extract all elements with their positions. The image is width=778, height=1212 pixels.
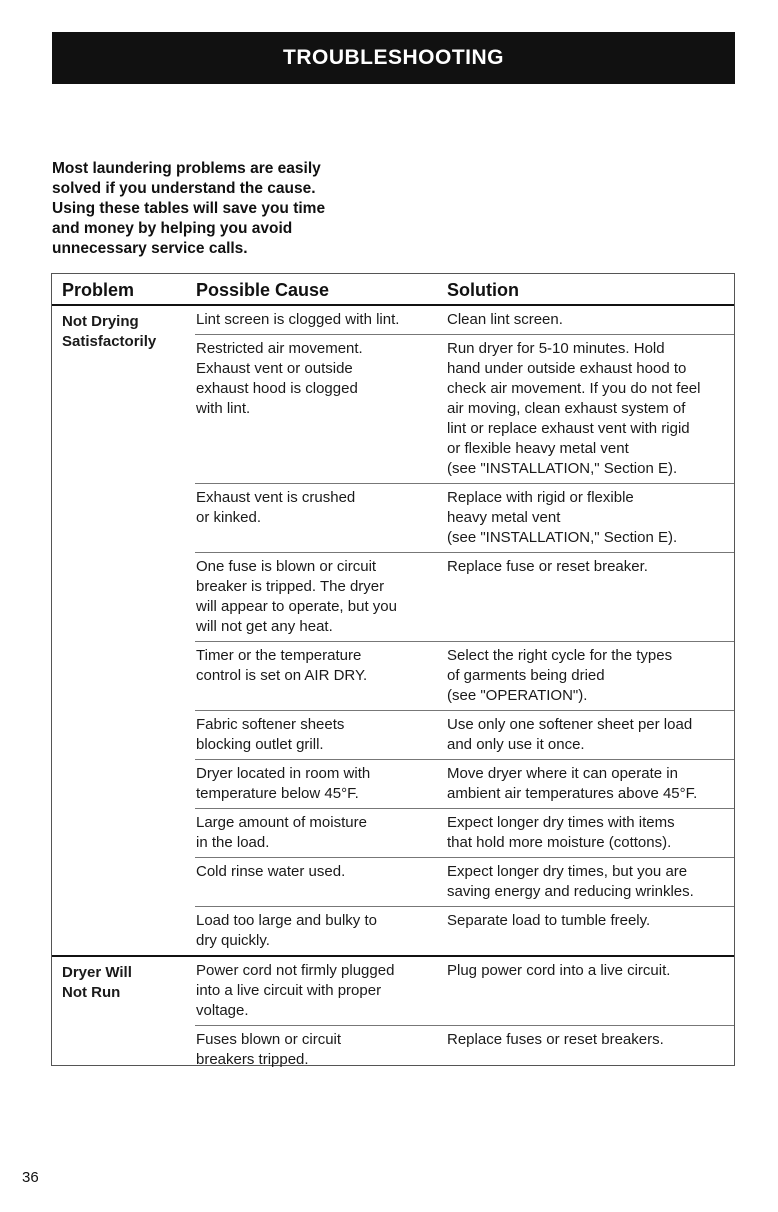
- solution-cell: Expect longer dry times with items that hold more moisture (cottons).: [446, 809, 734, 858]
- cause-cell: Exhaust vent is crushed or kinked.: [195, 484, 446, 553]
- solution-cell: Separate load to tumble freely.: [446, 907, 734, 957]
- cause-cell: Fabric softener sheets blocking outlet grill.: [195, 711, 446, 760]
- problem-dryer-will-not-run: Dryer Will Not Run: [52, 956, 195, 1074]
- troubleshooting-table-container: [51, 273, 735, 1066]
- solution-cell: Replace fuses or reset breakers.: [446, 1026, 734, 1075]
- solution-cell: Replace with rigid or flexible heavy metal vent (see "INSTALLATION," Section E).: [446, 484, 734, 553]
- cause-cell: Restricted air movement. Exhaust vent or outside exhaust hood is clogged with lint.: [195, 335, 446, 484]
- solution-cell: Use only one softener sheet per load and only use it once.: [446, 711, 734, 760]
- troubleshooting-table: [52, 274, 734, 1074]
- table-row: [52, 305, 734, 335]
- cause-cell: Cold rinse water used.: [195, 858, 446, 907]
- header-possible-cause: Possible Cause: [195, 274, 446, 305]
- solution-cell: Select the right cycle for the types of garments being dried (see "OPERATION").: [446, 642, 734, 711]
- solution-cell: Expect longer dry times, but you are saving energy and reducing wrinkles.: [446, 858, 734, 907]
- header-solution: Solution: [446, 274, 734, 305]
- page-title: TROUBLESHOOTING: [283, 46, 504, 69]
- cause-cell: Dryer located in room with temperature below 45°F.: [195, 760, 446, 809]
- cause-cell: Fuses blown or circuit breakers tripped.: [195, 1026, 446, 1075]
- header-problem: Problem: [52, 274, 195, 305]
- cause-cell: Lint screen is clogged with lint.: [196, 311, 400, 328]
- cause-cell: Timer or the temperature control is set on AIR DRY.: [195, 642, 446, 711]
- problem-not-drying: Not Drying Satisfactorily: [62, 313, 157, 350]
- solution-cell: Replace fuse or reset breaker.: [446, 553, 734, 642]
- solution-cell: Clean lint screen.: [447, 311, 563, 328]
- cause-cell: Load too large and bulky to dry quickly.: [195, 907, 446, 957]
- cause-cell: Large amount of moisture in the load.: [195, 809, 446, 858]
- cause-cell: Power cord not firmly plugged into a live circuit with proper voltage.: [195, 956, 446, 1026]
- table-row: [52, 956, 734, 1026]
- solution-cell: Run dryer for 5-10 minutes. Hold hand under outside exhaust hood to check air movement. If you do not feel air moving, clean exhaust system of lint or replace exhaust vent with rigid or flexible heavy metal vent (see "INSTALLATION," Section E).: [446, 335, 734, 484]
- page-title-bar: [52, 32, 735, 84]
- solution-cell: Plug power cord into a live circuit.: [446, 956, 734, 1026]
- cause-cell: One fuse is blown or circuit breaker is tripped. The dryer will appear to operate, but you will not get any heat.: [195, 553, 446, 642]
- solution-cell: Move dryer where it can operate in ambient air temperatures above 45°F.: [446, 760, 734, 809]
- intro-paragraph: Most laundering problems are easily solved if you understand the cause. Using these tables will save you time and money by helping you avoid unnecessary service calls.: [52, 160, 326, 257]
- page-number: 36: [22, 1169, 39, 1186]
- table-header-row: [52, 274, 734, 305]
